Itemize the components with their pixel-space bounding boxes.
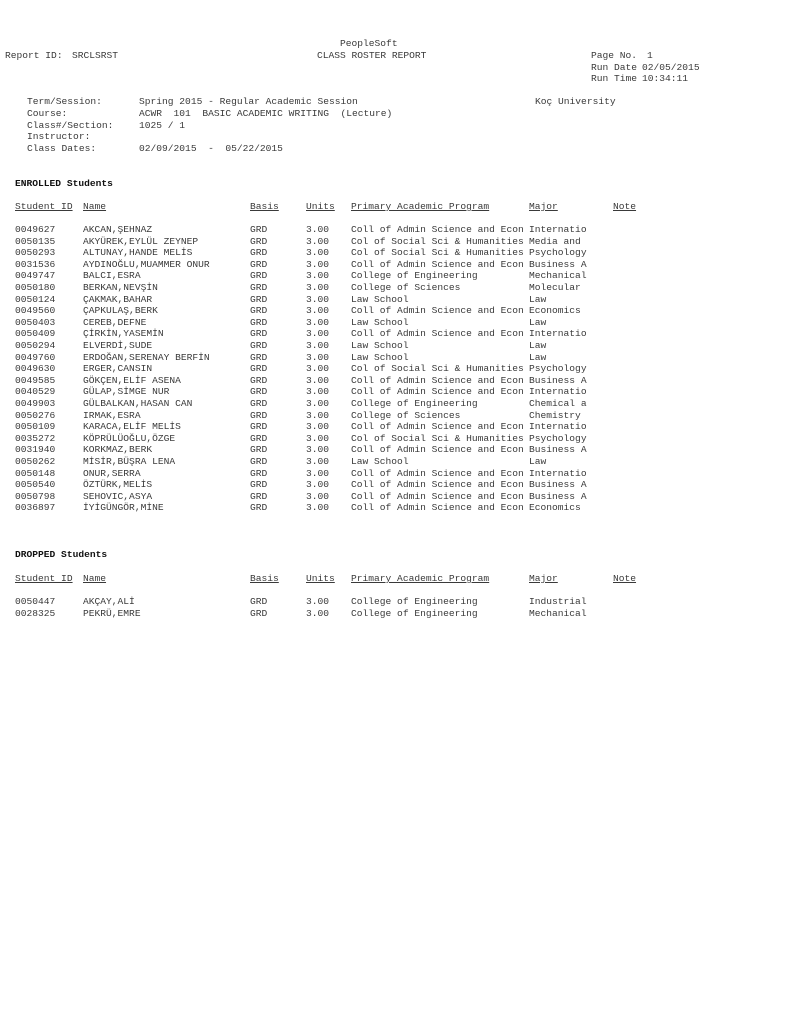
units: 3.00	[306, 432, 330, 444]
major: Media and	[529, 235, 581, 247]
col-name: Name	[83, 201, 107, 212]
student-name: ELVERDİ,SUDE	[83, 340, 153, 351]
grading-basis: GRD	[250, 398, 268, 409]
student-id: 0028325	[15, 607, 56, 619]
report-id-label: Report ID:	[5, 50, 63, 61]
table-row	[0, 468, 791, 480]
grading-basis: GRD	[250, 235, 268, 247]
student-name: ÇAPKULAŞ,BERK	[83, 305, 158, 317]
academic-program: Coll of Admin Science and Econ	[351, 258, 524, 270]
major: Internatio	[529, 224, 587, 235]
units: 3.00	[306, 235, 330, 247]
grading-basis: GRD	[250, 328, 268, 340]
academic-program: College of Engineering	[351, 398, 478, 409]
units: 3.00	[306, 316, 330, 328]
units: 3.00	[306, 293, 330, 305]
academic-program: Coll of Admin Science and Econ	[351, 444, 524, 456]
units: 3.00	[306, 224, 330, 235]
grading-basis: GRD	[250, 305, 268, 317]
col-note: Note	[613, 201, 637, 212]
academic-program: Law School	[351, 456, 409, 467]
units: 3.00	[306, 363, 330, 375]
units: 3.00	[306, 421, 330, 433]
table-row	[0, 608, 791, 620]
table-row	[0, 259, 791, 271]
student-name: ÖZTÜRK,MELİS	[83, 479, 153, 491]
academic-program: Law School	[351, 293, 409, 305]
academic-program: Coll of Admin Science and Econ	[351, 305, 524, 317]
run-time-label: Run Time	[591, 73, 638, 84]
academic-program: Coll of Admin Science and Econ	[351, 502, 524, 514]
major: Law	[529, 316, 547, 328]
student-name: ERGER,CANSIN	[83, 363, 153, 375]
academic-program: Coll of Admin Science and Econ	[351, 374, 524, 386]
grading-basis: GRD	[250, 247, 268, 259]
table-row	[0, 282, 791, 294]
major: Mechanical	[529, 607, 587, 619]
grading-basis: GRD	[250, 479, 268, 491]
major: Law	[529, 351, 547, 363]
student-name: ÇAKMAK,BAHAR	[83, 293, 153, 305]
table-row	[0, 305, 791, 317]
run-date-label: Run Date	[591, 62, 638, 73]
major: Industrial	[529, 596, 587, 607]
units: 3.00	[306, 490, 330, 502]
grading-basis: GRD	[250, 444, 268, 456]
academic-program: Law School	[351, 351, 409, 363]
table-row	[0, 386, 791, 398]
report-id: SRCLSRST	[72, 50, 119, 61]
units: 3.00	[306, 386, 330, 398]
major: Business A	[529, 490, 587, 502]
term-label: Term/Session:	[27, 96, 102, 107]
report-title: CLASS ROSTER REPORT	[317, 50, 427, 61]
grading-basis: GRD	[250, 409, 268, 421]
course-value: ACWR 101 BASIC ACADEMIC WRITING (Lecture)	[139, 108, 393, 119]
student-name: KÖPRÜLÜOĞLU,ÖZGE	[83, 432, 176, 444]
table-row	[0, 224, 791, 236]
student-id: 0036897	[15, 502, 56, 514]
grading-basis: GRD	[250, 258, 268, 270]
term-value: Spring 2015 - Regular Academic Session	[139, 96, 358, 107]
student-name: AYDINOĞLU,MUAMMER ONUR	[83, 258, 210, 270]
major: Molecular	[529, 282, 581, 293]
units: 3.00	[306, 444, 330, 456]
major: Internatio	[529, 328, 587, 340]
major: Psychology	[529, 363, 587, 375]
student-id: 0049760	[15, 351, 56, 363]
units: 3.00	[306, 409, 330, 421]
academic-program: Law School	[351, 316, 409, 328]
units: 3.00	[306, 305, 330, 317]
major: Internatio	[529, 421, 587, 433]
grading-basis: GRD	[250, 363, 268, 375]
academic-program: Law School	[351, 340, 409, 351]
grading-basis: GRD	[250, 224, 268, 235]
table-row	[0, 433, 791, 445]
academic-program: Col of Social Sci & Humanities	[351, 247, 524, 259]
student-name: GÜLAP,SİMGE NUR	[83, 386, 170, 398]
table-row	[0, 502, 791, 514]
enrolled-column-headers	[0, 201, 791, 213]
academic-program: College of Sciences	[351, 282, 461, 293]
table-row	[0, 317, 791, 329]
units: 3.00	[306, 456, 330, 467]
major: Business A	[529, 444, 587, 456]
student-id: 0049585	[15, 374, 56, 386]
enrolled-heading: ENROLLED Students	[15, 178, 113, 189]
major: Mechanical	[529, 270, 587, 282]
student-name: AKCAN,ŞEHNAZ	[83, 224, 153, 235]
student-id: 0049630	[15, 363, 56, 375]
student-id: 0049627	[15, 224, 56, 235]
student-id: 0031940	[15, 444, 56, 456]
table-row	[0, 479, 791, 491]
col-units: Units	[306, 201, 335, 212]
major: Chemical a	[529, 398, 587, 409]
grading-basis: GRD	[250, 596, 268, 607]
student-name: ÇİRKİN,YASEMİN	[83, 328, 164, 340]
units: 3.00	[306, 374, 330, 386]
student-name: GÜLBALKAN,HASAN CAN	[83, 398, 193, 409]
academic-program: College of Sciences	[351, 409, 461, 421]
section-value: 1025 / 1	[139, 120, 186, 131]
units: 3.00	[306, 328, 330, 340]
academic-program: Coll of Admin Science and Econ	[351, 467, 524, 479]
units: 3.00	[306, 467, 330, 479]
student-name: KARACA,ELİF MELİS	[83, 421, 181, 433]
major: Law	[529, 340, 547, 351]
student-name: ALTUNAY,HANDE MELİS	[83, 247, 193, 259]
academic-program: Coll of Admin Science and Econ	[351, 328, 524, 340]
student-id: 0050180	[15, 282, 56, 293]
student-name: CEREB,DEFNE	[83, 316, 147, 328]
col-major: Major	[529, 201, 558, 212]
major: Law	[529, 456, 547, 467]
table-row	[0, 247, 791, 259]
units: 3.00	[306, 607, 330, 619]
table-row	[0, 340, 791, 352]
page-no: 1	[647, 50, 653, 61]
table-row	[0, 236, 791, 248]
units: 3.00	[306, 282, 330, 293]
student-name: MİSİR,BÜŞRA LENA	[83, 456, 176, 467]
academic-program: Col of Social Sci & Humanities	[351, 235, 524, 247]
academic-program: Col of Social Sci & Humanities	[351, 363, 524, 375]
col-program: Primary Academic Program	[351, 201, 490, 212]
grading-basis: GRD	[250, 340, 268, 351]
academic-program: College of Engineering	[351, 607, 478, 619]
major: Psychology	[529, 247, 587, 259]
table-row	[0, 456, 791, 468]
student-name: ONUR,SERRA	[83, 467, 141, 479]
student-id: 0050109	[15, 421, 56, 433]
student-id: 0050293	[15, 247, 56, 259]
grading-basis: GRD	[250, 351, 268, 363]
units: 3.00	[306, 258, 330, 270]
units: 3.00	[306, 247, 330, 259]
table-row	[0, 375, 791, 387]
academic-program: College of Engineering	[351, 596, 478, 607]
student-name: SEHOVIC,ASYA	[83, 490, 153, 502]
grading-basis: GRD	[250, 467, 268, 479]
grading-basis: GRD	[250, 421, 268, 433]
grading-basis: GRD	[250, 374, 268, 386]
student-name: PEKRÜ,EMRE	[83, 607, 141, 619]
run-time: 10:34:11	[642, 73, 689, 84]
table-row	[0, 596, 791, 608]
student-id: 0050262	[15, 456, 56, 467]
col-major: Major	[529, 573, 558, 584]
student-name: BALCI,ESRA	[83, 270, 141, 282]
academic-program: Coll of Admin Science and Econ	[351, 421, 524, 433]
student-name: AKYÜREK,EYLÜL ZEYNEP	[83, 235, 199, 247]
dropped-column-headers	[0, 573, 791, 585]
grading-basis: GRD	[250, 490, 268, 502]
course-label: Course:	[27, 108, 68, 119]
academic-program: Col of Social Sci & Humanities	[351, 432, 524, 444]
student-name: KORKMAZ,BERK	[83, 444, 153, 456]
table-row	[0, 398, 791, 410]
grading-basis: GRD	[250, 386, 268, 398]
student-id: 0050403	[15, 316, 56, 328]
grading-basis: GRD	[250, 432, 268, 444]
academic-program: College of Engineering	[351, 270, 478, 282]
grading-basis: GRD	[250, 270, 268, 282]
major: Internatio	[529, 467, 587, 479]
col-student-id: Student ID	[15, 573, 73, 584]
major: Business A	[529, 374, 587, 386]
table-row	[0, 270, 791, 282]
units: 3.00	[306, 479, 330, 491]
major: Economics	[529, 502, 581, 514]
instructor-label: Instructor:	[27, 131, 91, 142]
units: 3.00	[306, 398, 330, 409]
col-basis: Basis	[250, 201, 279, 212]
col-program: Primary Academic Program	[351, 573, 490, 584]
dropped-heading: DROPPED Students	[15, 549, 108, 560]
student-name: GÖKÇEN,ELİF ASENA	[83, 374, 181, 386]
student-id: 0050447	[15, 596, 56, 607]
student-name: IRMAK,ESRA	[83, 409, 141, 421]
academic-program: Coll of Admin Science and Econ	[351, 479, 524, 491]
student-id: 0050294	[15, 340, 56, 351]
grading-basis: GRD	[250, 293, 268, 305]
grading-basis: GRD	[250, 282, 268, 293]
col-basis: Basis	[250, 573, 279, 584]
student-id: 0049747	[15, 270, 56, 282]
col-name: Name	[83, 573, 107, 584]
grading-basis: GRD	[250, 316, 268, 328]
table-row	[0, 410, 791, 422]
student-id: 0050148	[15, 467, 56, 479]
major: Economics	[529, 305, 581, 317]
student-name: İYİGÜNGÖR,MİNE	[83, 502, 164, 514]
system-name: PeopleSoft	[340, 38, 398, 49]
table-row	[0, 444, 791, 456]
major: Chemistry	[529, 409, 581, 421]
student-id: 0049560	[15, 305, 56, 317]
major: Business A	[529, 258, 587, 270]
table-row	[0, 363, 791, 375]
student-name: AKÇAY,ALİ	[83, 596, 135, 607]
units: 3.00	[306, 340, 330, 351]
student-name: BERKAN,NEVŞİN	[83, 282, 158, 293]
student-id: 0050135	[15, 235, 56, 247]
col-student-id: Student ID	[15, 201, 73, 212]
units: 3.00	[306, 351, 330, 363]
institution-name: Koç University	[535, 96, 616, 107]
major: Psychology	[529, 432, 587, 444]
units: 3.00	[306, 502, 330, 514]
major: Law	[529, 293, 547, 305]
table-row	[0, 352, 791, 364]
student-id: 0049903	[15, 398, 56, 409]
student-id: 0035272	[15, 432, 56, 444]
grading-basis: GRD	[250, 502, 268, 514]
academic-program: Coll of Admin Science and Econ	[351, 490, 524, 502]
student-id: 0031536	[15, 258, 56, 270]
student-id: 0050540	[15, 479, 56, 491]
table-row	[0, 294, 791, 306]
student-id: 0050409	[15, 328, 56, 340]
run-date: 02/05/2015	[642, 62, 700, 73]
student-id: 0050798	[15, 490, 56, 502]
student-id: 0050124	[15, 293, 56, 305]
academic-program: Coll of Admin Science and Econ	[351, 224, 524, 235]
table-row	[0, 491, 791, 503]
major: Internatio	[529, 386, 587, 398]
dates-label: Class Dates:	[27, 143, 97, 154]
col-units: Units	[306, 573, 335, 584]
student-id: 0050276	[15, 409, 56, 421]
section-label: Class#/Section:	[27, 120, 114, 131]
major: Business A	[529, 479, 587, 491]
units: 3.00	[306, 270, 330, 282]
table-row	[0, 328, 791, 340]
units: 3.00	[306, 596, 330, 607]
table-row	[0, 421, 791, 433]
grading-basis: GRD	[250, 607, 268, 619]
col-note: Note	[613, 573, 637, 584]
student-id: 0040529	[15, 386, 56, 398]
academic-program: Coll of Admin Science and Econ	[351, 386, 524, 398]
grading-basis: GRD	[250, 456, 268, 467]
student-name: ERDOĞAN,SERENAY BERFİN	[83, 351, 210, 363]
dates-value: 02/09/2015 - 05/22/2015	[139, 143, 283, 154]
page-no-label: Page No.	[591, 50, 638, 61]
